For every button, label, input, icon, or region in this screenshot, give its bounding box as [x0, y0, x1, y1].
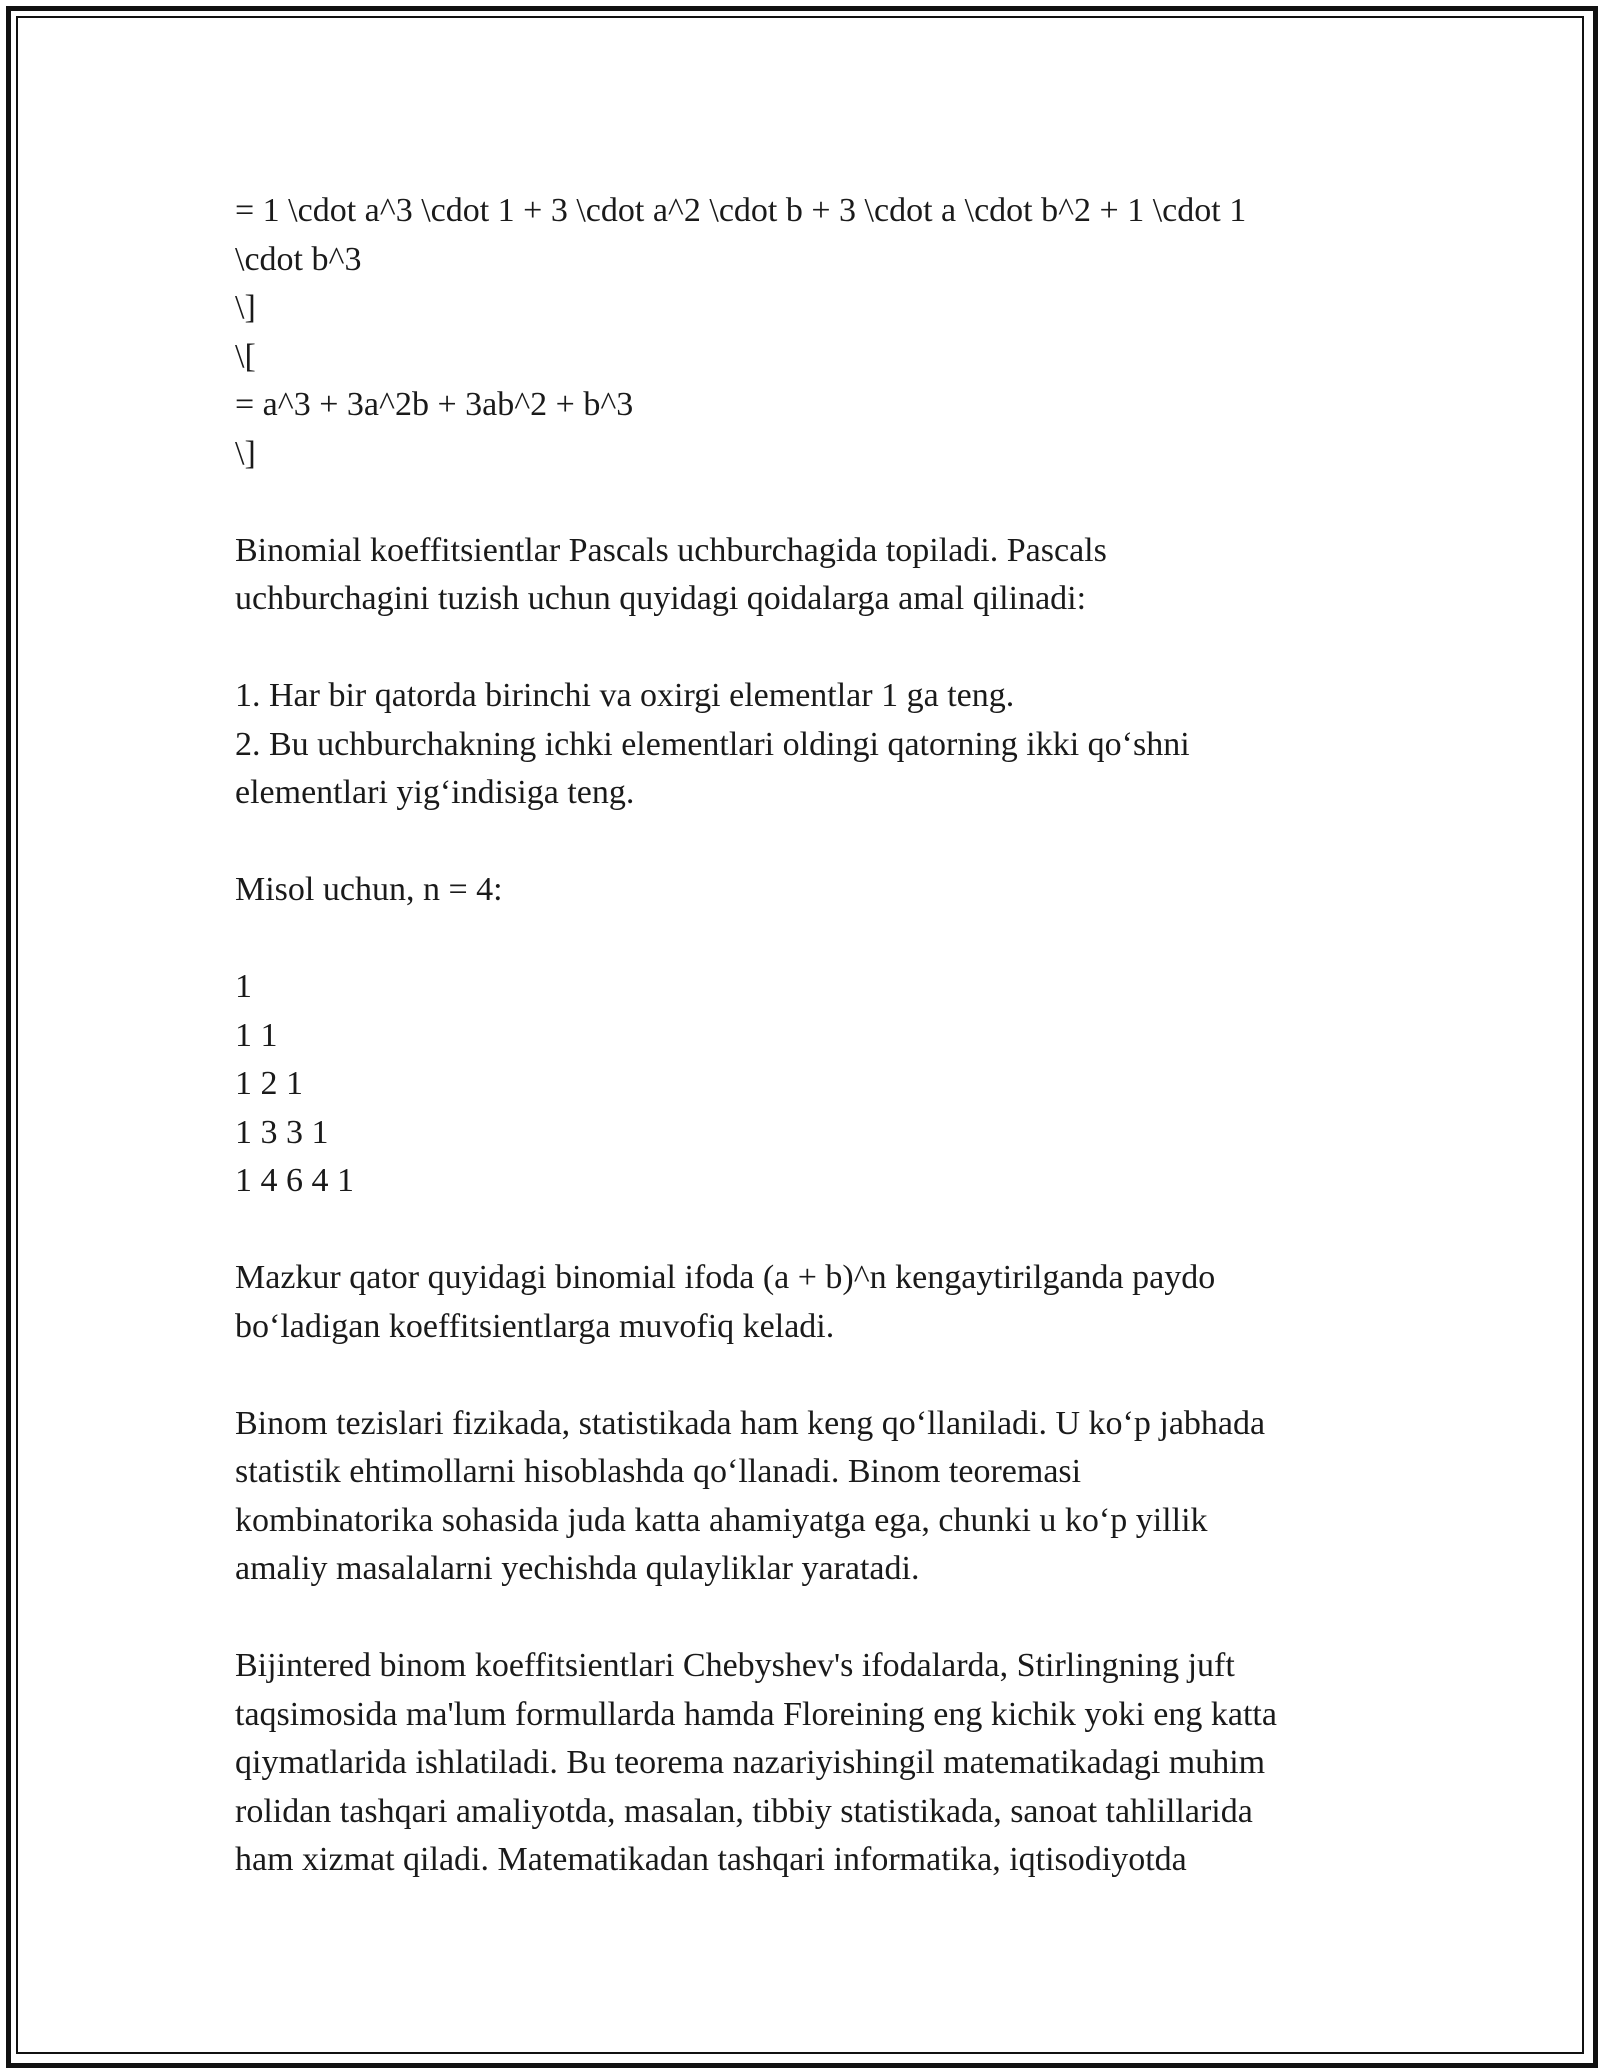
document-body: [235, 187, 1375, 1885]
blank-line: [235, 1206, 1375, 1255]
text-line: \]: [235, 434, 256, 472]
text-line: \[: [235, 337, 256, 375]
text-line: rolidan tashqari amaliyotda, masalan, tibbiy statistikada, sanoat tahlillarida: [235, 1792, 1253, 1830]
text-line: \]: [235, 289, 256, 326]
blank-line: [235, 1594, 1375, 1643]
text-line: elementlari yig‘indisiga teng.: [235, 774, 635, 811]
blank-line: [235, 818, 1375, 867]
pascal-row: 1 1: [235, 1016, 278, 1054]
text-line: \cdot b^3: [235, 240, 362, 278]
text-line: amaliy masalalarni yechishda qulayliklar yaratadi.: [235, 1550, 920, 1587]
pascal-row: 1 4 6 4 1: [235, 1162, 354, 1199]
text-line: Binom tezislari fizikada, statistikada ham keng qo‘llaniladi. U ko‘p jabhada: [235, 1404, 1266, 1442]
text-line: taqsimosida ma'lum formullarda hamda Floreining eng kichik yoki eng katta: [235, 1695, 1277, 1733]
blank-line: [235, 1351, 1375, 1400]
text-line: = 1 \cdot a^3 \cdot 1 + 3 \cdot a^2 \cdot b + 3 \cdot a \cdot b^2 + 1 \cdot 1: [235, 192, 1247, 229]
text-line: Mazkur qator quyidagi binomial ifoda (a + b)^n kengaytirilganda paydo: [235, 1259, 1216, 1296]
list-item: 1. Har bir qatorda birinchi va oxirgi elementlar 1 ga teng.: [235, 677, 1015, 714]
text-line: = a^3 + 3a^2b + 3ab^2 + b^3: [235, 386, 634, 423]
text-line: uchburchagini tuzish uchun quyidagi qoidalarga amal qilinadi:: [235, 580, 1087, 617]
text-line: ham xizmat qiladi. Matematikadan tashqari informatika, iqtisodiyotda: [235, 1841, 1187, 1878]
pascal-row: 1 3 3 1: [235, 1113, 329, 1151]
blank-line: [235, 915, 1375, 964]
text-line: statistik ehtimollarni hisoblashda qo‘llanadi. Binom teoremasi: [235, 1453, 1082, 1490]
pascal-row: 1: [235, 968, 252, 1005]
blank-line: [235, 624, 1375, 673]
text-line: Binomial koeffitsientlar Pascals uchburchagida topiladi. Pascals: [235, 531, 1107, 569]
text-line: Bijintered binom koeffitsientlari Chebyshev's ifodalarda, Stirlingning juft: [235, 1647, 1235, 1684]
list-item: 2. Bu uchburchakning ichki elementlari oldingi qatorning ikki qo‘shni: [235, 725, 1190, 763]
blank-line: [235, 478, 1375, 527]
pascal-row: 1 2 1: [235, 1065, 303, 1102]
text-line: bo‘ladigan koeffitsientlarga muvofiq keladi.: [235, 1307, 835, 1345]
text-line: kombinatorika sohasida juda katta ahamiyatga ega, chunki u ko‘p yillik: [235, 1501, 1208, 1539]
text-line: Misol uchun, n = 4:: [235, 871, 503, 908]
text-line: qiymatlarida ishlatiladi. Bu teorema nazariyishingil matematikadagi muhim: [235, 1744, 1266, 1781]
